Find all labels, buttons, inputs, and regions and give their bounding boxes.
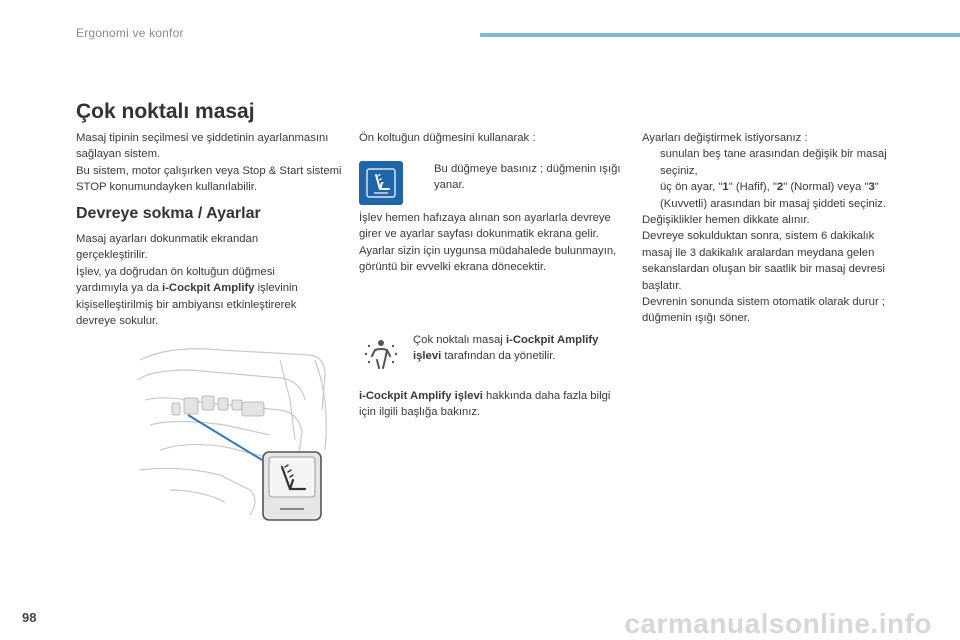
section-header: Ergonomi ve konfor [76,26,184,40]
massage-button-icon [359,161,403,205]
col3-lead: Ayarları değiştirmek istiyorsanız : [642,132,808,144]
header-accent-bar [480,33,960,37]
seat-massage-button-zoom [263,452,321,520]
text-span: işlevinin kişiselleştirilmiş bir ambiyansı etkinleştirerek devreye sokulur. [76,282,298,328]
bold-term: 3 [868,181,875,194]
section-paragraph-2 [76,264,326,330]
col3-text [642,130,904,327]
col3-paragraph-2: Devreye sokulduktan sonra, sistem 6 dakikalık masaj ile 3 dakikalık aralardan meydana gelen sekanslardan oluşan bir saatlik bir masaj devresi başlatır. [642,230,885,292]
amplify-text [413,332,623,365]
text-span: hakkında daha fazla bilgi için ilgili başlığa bakınız. [359,390,611,419]
text-span: " (Kuvvetli) arasından bir masaj şiddeti seçiniz. [660,181,887,210]
col3-bullet-2 [642,179,904,212]
section-paragraph-1: Masaj ayarları dokunmatik ekrandan gerçekleştirilir. [76,233,259,262]
text-span: tarafından da yönetilir. [441,350,556,363]
col3-paragraph-3: Devrenin sonunda sistem otomatik olarak durur ; düğmenin ışığı söner. [642,296,885,325]
watermark: carmanualsonline.info [624,608,932,639]
intro-text [76,130,346,196]
page-number: 98 [22,610,37,625]
col2-bullet-1 [416,161,639,194]
page-title: Çok noktalı masaj [76,100,255,123]
bold-term: 1 [722,181,729,194]
col2-paragraph-1: İşlev hemen hafızaya alınan son ayarlarla devreye girer ve ayarlar sayfası dokunmatik ekrana gelir. [359,212,611,241]
col2-text [359,210,621,276]
col3-bullet-1 [642,146,904,179]
intro-paragraph-1: Masaj tipinin seçilmesi ve şiddetinin ayarlanmasını sağlayan sistem. [76,132,329,161]
bold-term: i-Cockpit Amplify işlevi [359,390,483,402]
section-text [76,231,326,329]
col2-paragraph-2: Ayarlar sizin için uygunsa müdahalede bulunmayın, görüntü bir evvelki ekrana dönecektir. [359,244,617,274]
bold-term: i-Cockpit Amplify [162,282,255,295]
seat-illustration [130,340,340,525]
bold-term: i-Cockpit Amplify işlevi [413,334,599,363]
bullet-text: Bu düğmeye basınız ; düğmenin ışığı yanar. [434,163,621,192]
bullet-text: sunulan beş tane arasından değişik bir masaj seçiniz, [660,148,887,177]
text-span: Çok noktalı masaj [413,334,506,346]
col2-lead: Ön koltuğun düğmesini kullanarak : [359,132,536,144]
section-title: Devreye sokma / Ayarlar [76,205,261,222]
text-span: İşlev, ya doğrudan ön koltuğun düğmesi yardımıyla ya da [76,265,275,295]
text-span: " (Hafif), " [728,181,777,194]
amplify-icon [361,334,401,374]
bold-term: 2 [776,181,784,194]
reference-text [359,388,621,421]
col3-paragraph-1: Değişiklikler hemen dikkate alınır. [642,214,810,227]
text-span: " (Normal) veya " [783,181,869,194]
intro-paragraph-2: Bu sistem, motor çalışırken veya Stop & Start sistemi STOP konumundayken kullanılabilir. [76,164,342,194]
text-span: üç ön ayar, " [660,181,723,194]
